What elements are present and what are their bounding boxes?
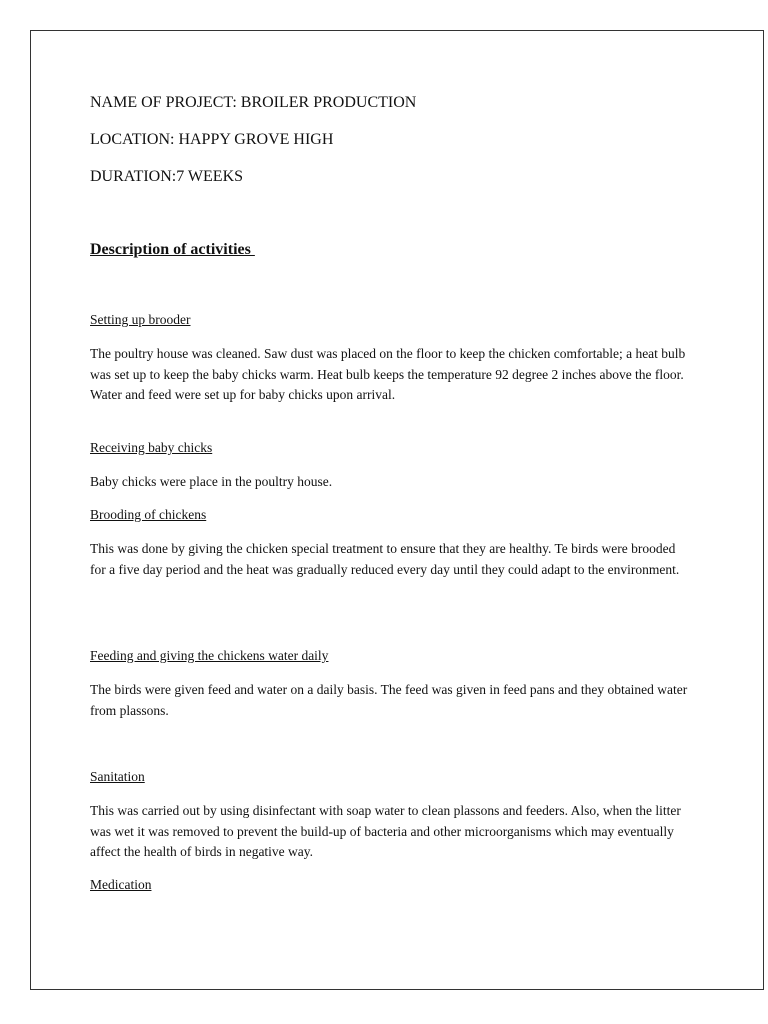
activity-heading-brooding-of-chickens: Brooding of chickens (90, 507, 207, 522)
activity-body-feeding-and-water: The birds were given feed and water on a daily basis. The feed was given in feed pans and they obtained water from plassons. (90, 682, 688, 718)
activity-heading-setting-up-brooder: Setting up brooder (90, 312, 191, 327)
project-duration: DURATION:7 WEEKS (90, 168, 244, 185)
activity-heading-sanitation: Sanitation (90, 769, 145, 784)
activity-body-brooding-of-chickens: This was done by giving the chicken special treatment to ensure that they are healthy. Te birds were brooded for a five day period and the heat was gradually reduced every day until they could adapt to the environment. (90, 541, 680, 577)
activity-body-receiving-baby-chicks: Baby chicks were place in the poultry house. (90, 474, 333, 489)
activity-heading-receiving-baby-chicks: Receiving baby chicks (90, 440, 213, 455)
activity-heading-feeding-and-water: Feeding and giving the chickens water daily (90, 648, 329, 663)
activity-body-sanitation: This was carried out by using disinfectant with soap water to clean plassons and feeders. Also, when the litter was wet it was removed to prevent the build-up of bacteria and other microorganisms which may eventually affect the health of birds in negative way. (90, 803, 681, 859)
project-name: NAME OF PROJECT: BROILER PRODUCTION (90, 94, 417, 111)
project-location: LOCATION: HAPPY GROVE HIGH (90, 131, 334, 148)
activity-body-setting-up-brooder: The poultry house was cleaned. Saw dust was placed on the floor to keep the chicken comfortable; a heat bulb was set up to keep the baby chicks warm. Heat bulb keeps the temperature 92 degree 2 inches above the floor. Water and feed were set up for baby chicks upon arrival. (90, 346, 686, 402)
activity-heading-medication: Medication (90, 877, 152, 892)
section-title: Description of activities (90, 241, 255, 258)
